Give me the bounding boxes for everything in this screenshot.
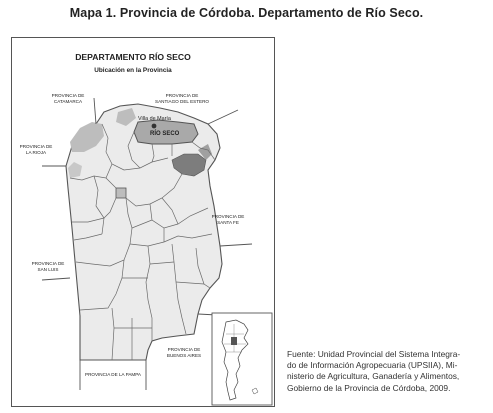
label-buenosaires-line1: PROVINCIA DE [167, 347, 201, 352]
label-santafe-line1: PROVINCIA DE [211, 214, 245, 219]
label-lapampa: PROVINCIA DE LA PAMPA [85, 372, 141, 377]
villa-de-maria-marker [152, 124, 157, 129]
label-santiago-line1: PROVINCIA DE [165, 93, 199, 98]
label-rioja-line1: PROVINCIA DE [19, 144, 53, 149]
label-rioja-line2: LA RIOJA [25, 150, 47, 155]
inset-cordoba-highlight [231, 337, 237, 345]
map-subheading: Ubicación en la Provincia [94, 67, 172, 74]
province-map [12, 38, 274, 406]
source-line-4: Gobierno de la Provincia de Córdoba, 2009. [287, 382, 451, 393]
label-catamarca-line2: CATAMARCA [53, 99, 83, 104]
label-rio-seco: RÍO SECO [150, 131, 180, 137]
source-line-3: nisterio de Agricultura, Ganadería y Alimentos, [287, 371, 460, 382]
source-line-1: Fuente: Unidad Provincial del Sistema Integra- [287, 349, 461, 359]
label-sanluis-line2: SAN LUIS [37, 267, 59, 272]
label-buenosaires-line2: BUENOS AIRES [166, 353, 202, 358]
label-santiago-line2: SANTIAGO DEL ESTERO [155, 99, 209, 104]
label-catamarca-line1: PROVINCIA DE [51, 93, 85, 98]
figure-title: Mapa 1. Provincia de Córdoba. Departamento de Río Seco. [69, 6, 424, 20]
map-frame [11, 37, 275, 407]
argentina-inset [212, 313, 272, 405]
source-line-2: do de Información Agropecuaria (UPSIIA), Mi- [287, 360, 458, 371]
map-heading: DEPARTAMENTO RÍO SECO [75, 52, 191, 62]
label-villa-de-maria: Villa de María [138, 116, 171, 122]
source-note [287, 349, 492, 394]
label-sanluis-line1: PROVINCIA DE [31, 261, 65, 266]
capital-department [116, 188, 126, 198]
label-santafe-line2: SANTA FE [217, 220, 239, 225]
